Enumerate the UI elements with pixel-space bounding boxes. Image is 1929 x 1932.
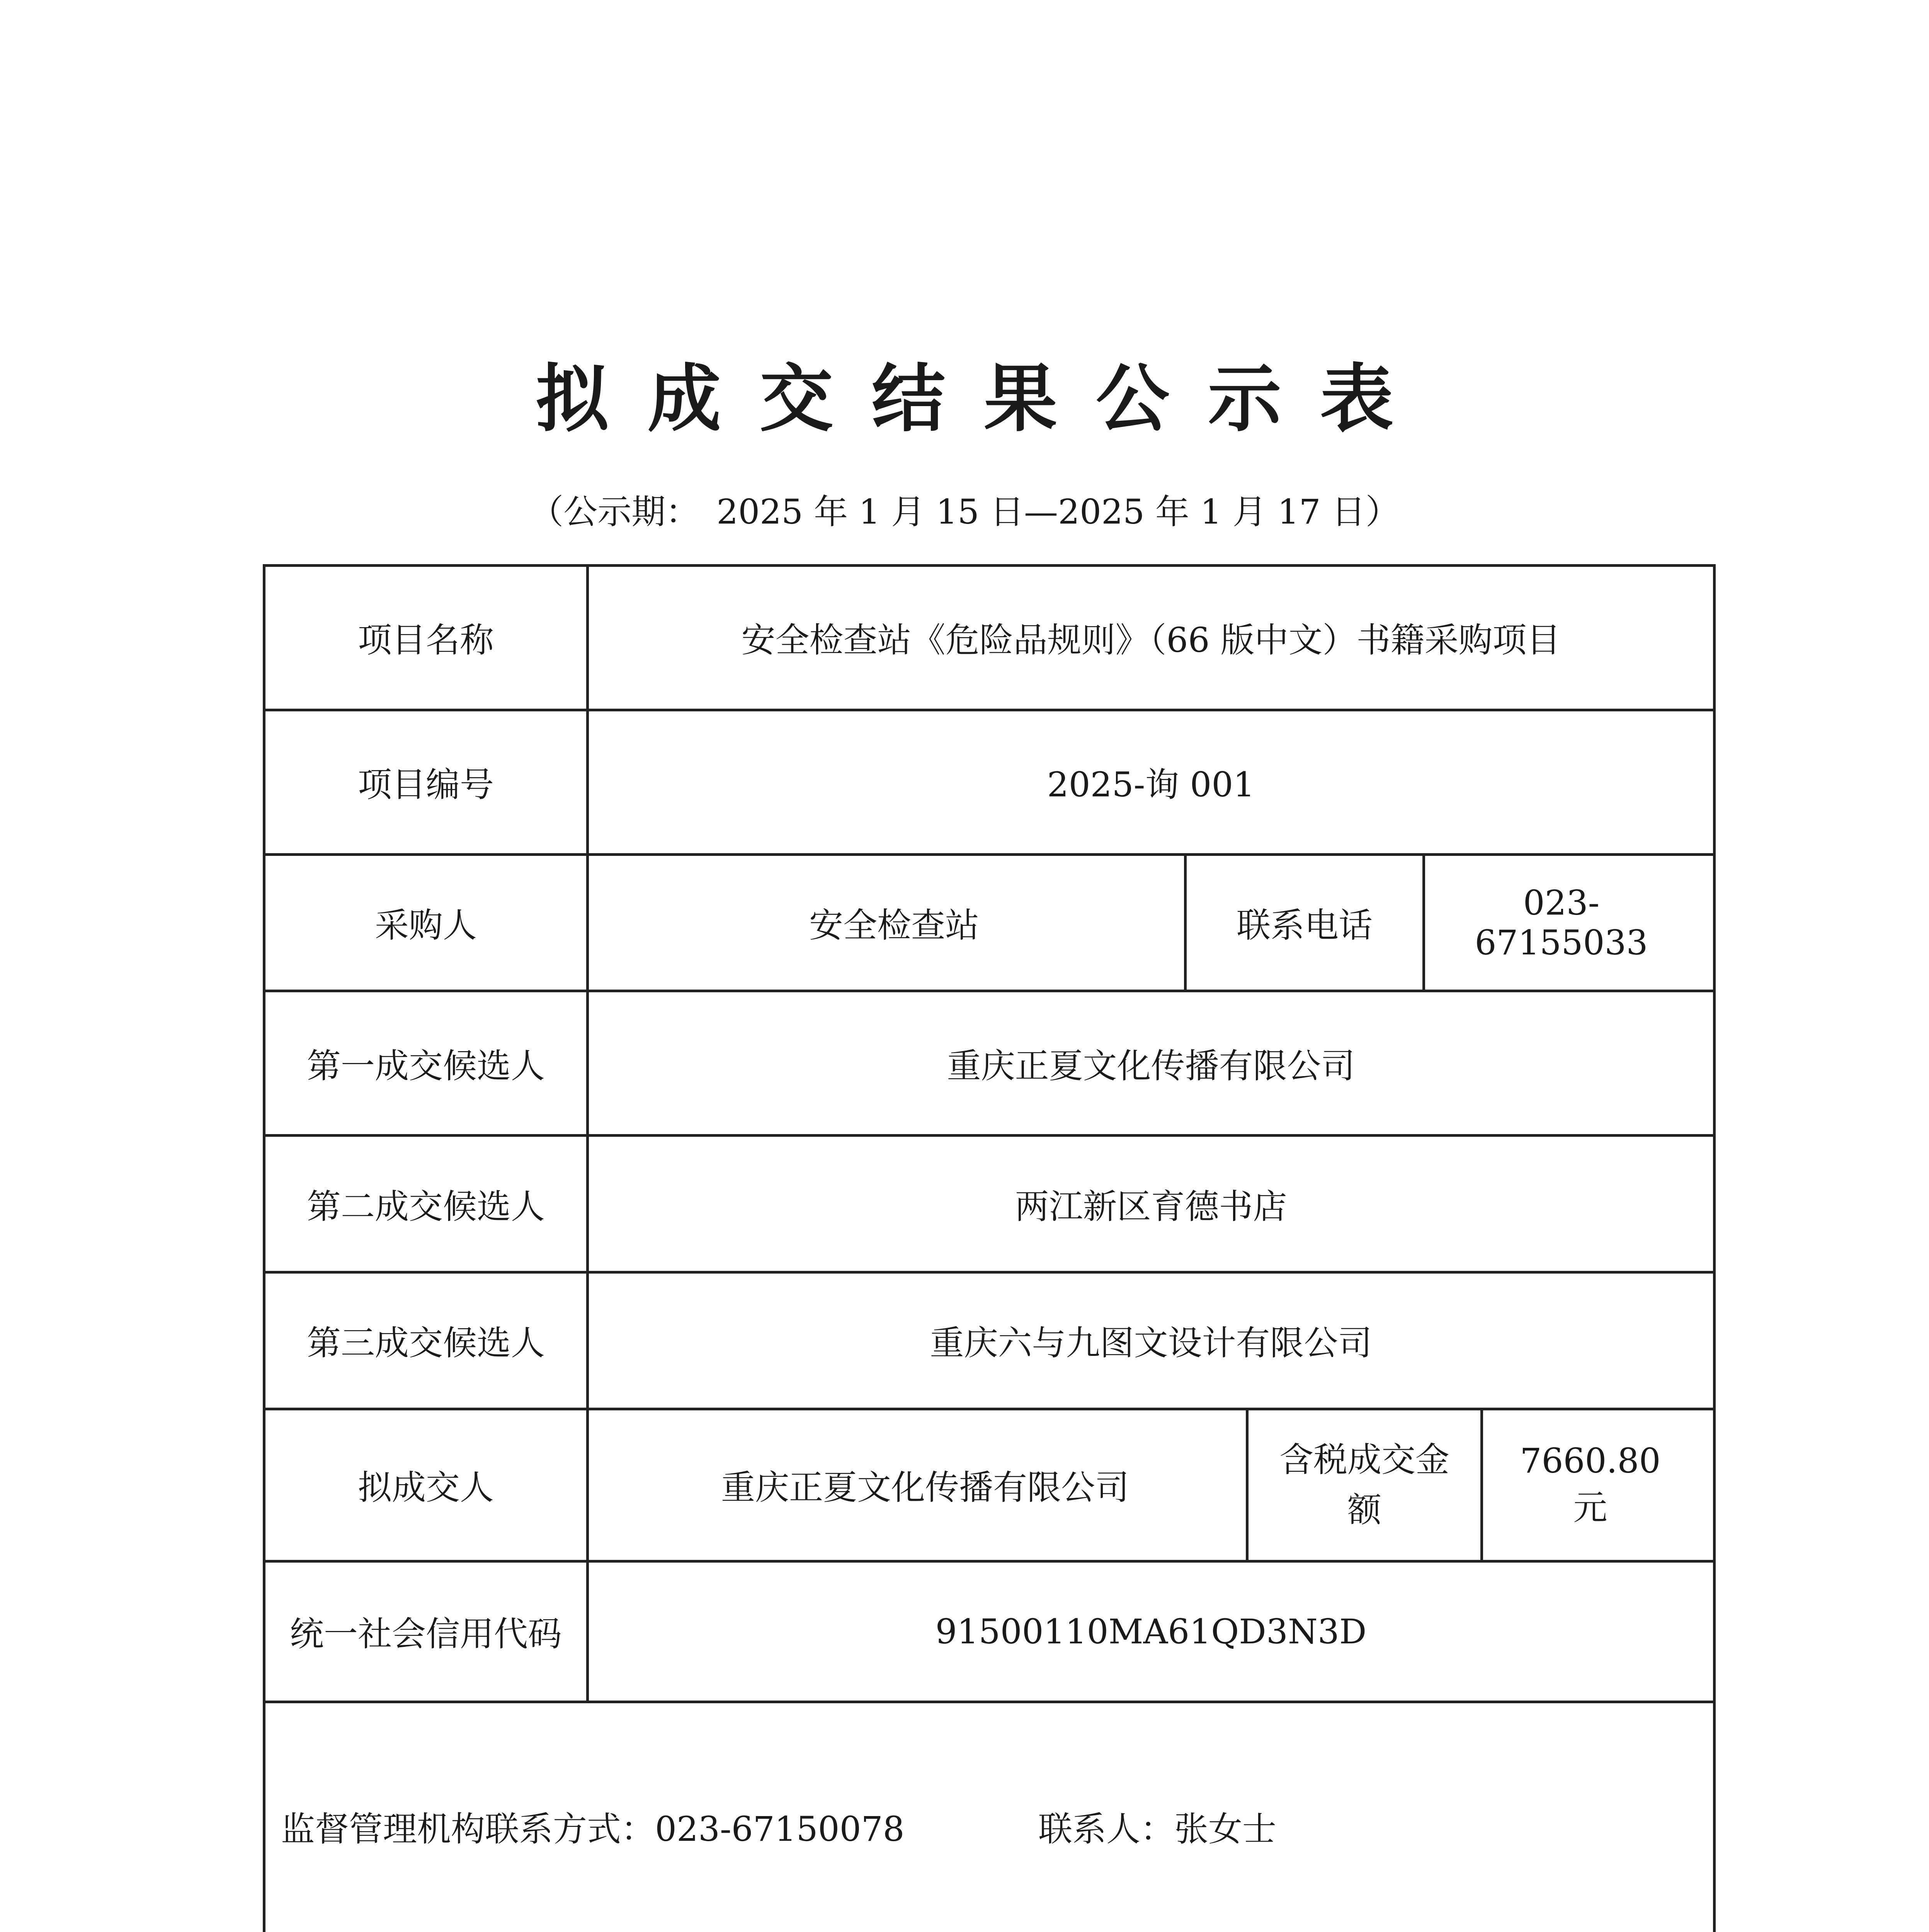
phone-label: 联系电话	[1186, 856, 1424, 990]
first-candidate-value: 重庆正夏文化传播有限公司	[588, 991, 1715, 1136]
second-candidate-value: 两江新区育德书店	[588, 1136, 1715, 1272]
winner-label: 拟成交人	[264, 1409, 588, 1561]
table-row	[264, 1136, 1715, 1272]
table-row	[264, 854, 1715, 991]
supervision-contact: 监督管理机构联系方式：023-67150078	[281, 1809, 905, 1849]
credit-code-value: 91500110MA61QD3N3D	[588, 1561, 1715, 1702]
amount-label: 含税成交金额	[1247, 1410, 1482, 1560]
project-name-value: 安全检查站《危险品规则》（66 版中文）书籍采购项目	[588, 566, 1715, 710]
project-name-label: 项目名称	[264, 566, 588, 710]
credit-code-label: 统一社会信用代码	[264, 1561, 588, 1702]
phone-value: 023-67155033	[1424, 856, 1698, 990]
project-no-label: 项目编号	[264, 710, 588, 854]
third-candidate-label: 第三成交候选人	[264, 1272, 588, 1409]
amount-value: 7660.80 元	[1482, 1410, 1698, 1560]
first-candidate-label: 第一成交候选人	[264, 991, 588, 1136]
table-row	[264, 566, 1715, 710]
third-candidate-value: 重庆六与九图文设计有限公司	[588, 1272, 1715, 1409]
table-row	[264, 1272, 1715, 1409]
supervision-person: 联系人：张女士	[1038, 1809, 1277, 1849]
publicity-period: （公示期： 2025 年 1 月 15 日—2025 年 1 月 17 日）	[529, 492, 1400, 532]
table-row	[264, 1702, 1715, 1932]
table-row	[264, 991, 1715, 1136]
table-row	[264, 1561, 1715, 1702]
table-row	[264, 1409, 1715, 1561]
result-table	[263, 564, 1716, 1932]
project-no-value: 2025-询 001	[588, 710, 1715, 854]
purchaser-label: 采购人	[264, 854, 588, 991]
table-row	[264, 710, 1715, 854]
winner-value: 重庆正夏文化传播有限公司	[721, 1468, 1129, 1508]
page-title: 拟成交结果公示表	[535, 355, 1432, 442]
second-candidate-label: 第二成交候选人	[264, 1136, 588, 1272]
purchaser-value: 安全检查站	[809, 905, 979, 946]
supervision-contact-line	[281, 1802, 1698, 1851]
